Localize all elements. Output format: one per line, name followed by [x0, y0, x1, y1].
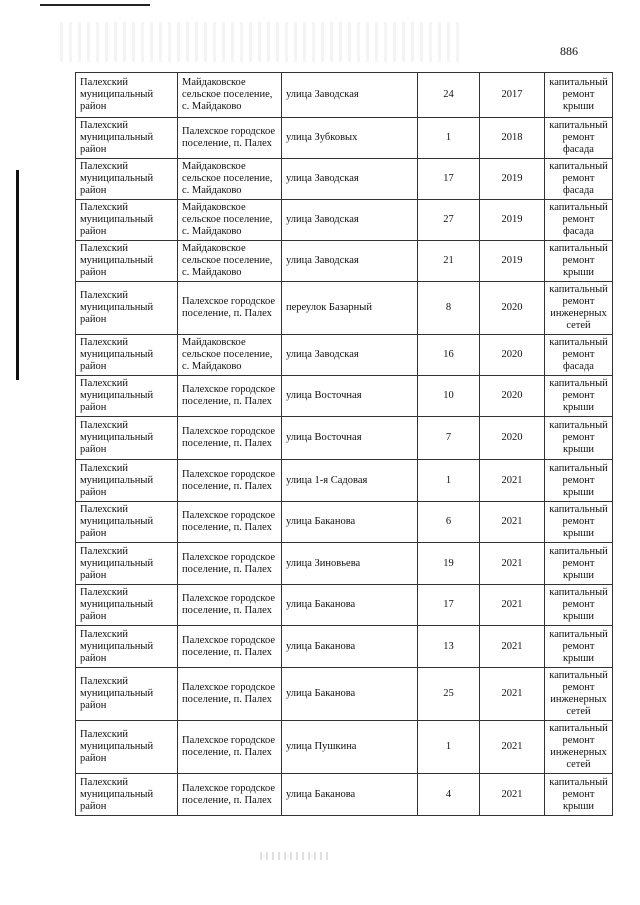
street-cell: улица Баканова — [282, 774, 418, 816]
settlement-cell: Палехское городское поселение, п. Палех — [178, 376, 282, 417]
work-type-cell: капитальный ремонт крыши — [545, 774, 613, 816]
settlement-cell: Майдаковское сельское поселение, с. Майдаково — [178, 200, 282, 241]
work-type-cell: капитальный ремонт крыши — [545, 376, 613, 417]
district-cell: Палехский муниципальный район — [76, 774, 178, 816]
street-cell: улица Восточная — [282, 376, 418, 417]
scan-margin-bar — [16, 170, 19, 380]
settlement-cell: Палехское городское поселение, п. Палех — [178, 118, 282, 159]
street-cell: улица Баканова — [282, 502, 418, 543]
house-number-cell: 21 — [418, 241, 480, 282]
year-cell: 2021 — [480, 774, 545, 816]
street-cell: улица Баканова — [282, 626, 418, 668]
district-cell: Палехский муниципальный район — [76, 241, 178, 282]
street-cell: переулок Базарный — [282, 282, 418, 335]
year-cell: 2019 — [480, 200, 545, 241]
scan-top-rule — [40, 4, 150, 6]
work-type-cell: капитальный ремонт инженерных сетей — [545, 721, 613, 774]
settlement-cell: Палехское городское поселение, п. Палех — [178, 502, 282, 543]
district-cell: Палехский муниципальный район — [76, 282, 178, 335]
table-row — [76, 460, 613, 502]
district-cell: Палехский муниципальный район — [76, 335, 178, 376]
street-cell: улица 1-я Садовая — [282, 460, 418, 502]
settlement-cell: Палехское городское поселение, п. Палех — [178, 721, 282, 774]
table-row — [76, 376, 613, 417]
year-cell: 2019 — [480, 159, 545, 200]
scan-header-smudge — [60, 22, 460, 62]
house-number-cell: 7 — [418, 417, 480, 460]
year-cell: 2021 — [480, 502, 545, 543]
work-type-cell: капитальный ремонт фасада — [545, 118, 613, 159]
district-cell: Палехский муниципальный район — [76, 73, 178, 118]
work-type-cell: капитальный ремонт инженерных сетей — [545, 668, 613, 721]
year-cell: 2021 — [480, 626, 545, 668]
repair-schedule-table — [75, 72, 613, 816]
work-type-cell: капитальный ремонт крыши — [545, 585, 613, 626]
house-number-cell: 1 — [418, 460, 480, 502]
year-cell: 2021 — [480, 543, 545, 585]
street-cell: улица Восточная — [282, 417, 418, 460]
house-number-cell: 10 — [418, 376, 480, 417]
year-cell: 2021 — [480, 668, 545, 721]
settlement-cell: Палехское городское поселение, п. Палех — [178, 626, 282, 668]
district-cell: Палехский муниципальный район — [76, 417, 178, 460]
year-cell: 2020 — [480, 376, 545, 417]
settlement-cell: Палехское городское поселение, п. Палех — [178, 282, 282, 335]
street-cell: улица Зиновьева — [282, 543, 418, 585]
house-number-cell: 25 — [418, 668, 480, 721]
settlement-cell: Палехское городское поселение, п. Палех — [178, 585, 282, 626]
settlement-cell: Майдаковское сельское поселение, с. Майдаково — [178, 159, 282, 200]
house-number-cell: 6 — [418, 502, 480, 543]
house-number-cell: 8 — [418, 282, 480, 335]
district-cell: Палехский муниципальный район — [76, 376, 178, 417]
settlement-cell: Майдаковское сельское поселение, с. Майдаково — [178, 73, 282, 118]
district-cell: Палехский муниципальный район — [76, 668, 178, 721]
house-number-cell: 1 — [418, 721, 480, 774]
work-type-cell: капитальный ремонт крыши — [545, 543, 613, 585]
work-type-cell: капитальный ремонт крыши — [545, 460, 613, 502]
settlement-cell: Палехское городское поселение, п. Палех — [178, 417, 282, 460]
district-cell: Палехский муниципальный район — [76, 200, 178, 241]
table-row — [76, 118, 613, 159]
street-cell: улица Баканова — [282, 668, 418, 721]
settlement-cell: Палехское городское поселение, п. Палех — [178, 543, 282, 585]
work-type-cell: капитальный ремонт фасада — [545, 200, 613, 241]
year-cell: 2018 — [480, 118, 545, 159]
year-cell: 2021 — [480, 721, 545, 774]
house-number-cell: 1 — [418, 118, 480, 159]
table-row — [76, 626, 613, 668]
settlement-cell: Майдаковское сельское поселение, с. Майдаково — [178, 335, 282, 376]
district-cell: Палехский муниципальный район — [76, 118, 178, 159]
year-cell: 2017 — [480, 73, 545, 118]
table-row — [76, 668, 613, 721]
year-cell: 2019 — [480, 241, 545, 282]
street-cell: улица Зубковых — [282, 118, 418, 159]
work-type-cell: капитальный ремонт инженерных сетей — [545, 282, 613, 335]
house-number-cell: 16 — [418, 335, 480, 376]
table-row — [76, 282, 613, 335]
work-type-cell: капитальный ремонт крыши — [545, 626, 613, 668]
district-cell: Палехский муниципальный район — [76, 626, 178, 668]
table-row — [76, 200, 613, 241]
work-type-cell: капитальный ремонт крыши — [545, 73, 613, 118]
district-cell: Палехский муниципальный район — [76, 159, 178, 200]
table-row — [76, 159, 613, 200]
work-type-cell: капитальный ремонт крыши — [545, 502, 613, 543]
house-number-cell: 17 — [418, 159, 480, 200]
house-number-cell: 4 — [418, 774, 480, 816]
table-row — [76, 774, 613, 816]
table-row — [76, 543, 613, 585]
house-number-cell: 19 — [418, 543, 480, 585]
work-type-cell: капитальный ремонт крыши — [545, 417, 613, 460]
year-cell: 2020 — [480, 335, 545, 376]
work-type-cell: капитальный ремонт крыши — [545, 241, 613, 282]
house-number-cell: 24 — [418, 73, 480, 118]
year-cell: 2021 — [480, 585, 545, 626]
work-type-cell: капитальный ремонт фасада — [545, 335, 613, 376]
house-number-cell: 27 — [418, 200, 480, 241]
district-cell: Палехский муниципальный район — [76, 543, 178, 585]
street-cell: улица Заводская — [282, 159, 418, 200]
house-number-cell: 13 — [418, 626, 480, 668]
street-cell: улица Заводская — [282, 335, 418, 376]
page-number: 886 — [560, 44, 578, 58]
street-cell: улица Заводская — [282, 200, 418, 241]
table-row — [76, 73, 613, 118]
street-cell: улица Заводская — [282, 73, 418, 118]
table-row — [76, 335, 613, 376]
scan-footer-smudge — [260, 852, 330, 860]
district-cell: Палехский муниципальный район — [76, 502, 178, 543]
table-row — [76, 585, 613, 626]
street-cell: улица Баканова — [282, 585, 418, 626]
work-type-cell: капитальный ремонт фасада — [545, 159, 613, 200]
table-row — [76, 241, 613, 282]
district-cell: Палехский муниципальный район — [76, 585, 178, 626]
year-cell: 2020 — [480, 282, 545, 335]
street-cell: улица Пушкина — [282, 721, 418, 774]
table-row — [76, 502, 613, 543]
table-row — [76, 721, 613, 774]
settlement-cell: Палехское городское поселение, п. Палех — [178, 460, 282, 502]
house-number-cell: 17 — [418, 585, 480, 626]
district-cell: Палехский муниципальный район — [76, 721, 178, 774]
street-cell: улица Заводская — [282, 241, 418, 282]
year-cell: 2020 — [480, 417, 545, 460]
settlement-cell: Палехское городское поселение, п. Палех — [178, 774, 282, 816]
table-row — [76, 417, 613, 460]
settlement-cell: Палехское городское поселение, п. Палех — [178, 668, 282, 721]
district-cell: Палехский муниципальный район — [76, 460, 178, 502]
settlement-cell: Майдаковское сельское поселение, с. Майдаково — [178, 241, 282, 282]
year-cell: 2021 — [480, 460, 545, 502]
